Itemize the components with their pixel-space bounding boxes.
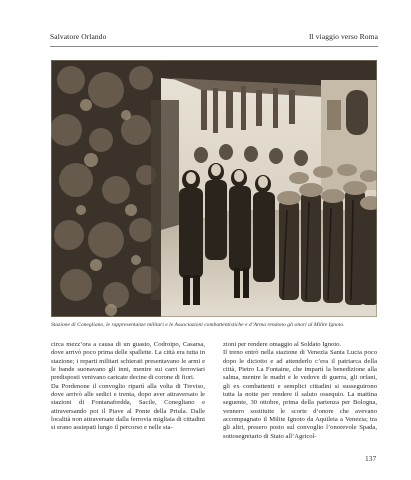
body-column-left — [51, 341, 205, 433]
photo-caption: Stazione di Conegliano, le rappresentanze militari e le Associazioni combattentistiche e d’Arma rendono gli onori al Milite Ignoto. — [51, 322, 345, 328]
page-number: 137 — [365, 454, 377, 463]
paragraph: Da Pordenone il convoglio ripartì alla volta di Treviso, dove arrivò alle sedici e trenta, dopo aver attraversato le stazioni di Fontanafredda, Sacile, Conegliano e attraversando poi il Piave al Ponte della Priula. Dalle località non attraversate dalla ferrovia migliaia di cittadini si erano assiepati lungo il percorso e nelle sta- — [51, 382, 205, 432]
header-author: Salvatore Orlando — [50, 32, 107, 41]
header-divider — [50, 46, 378, 47]
paragraph: Il treno entrò nella stazione di Venezia Santa Lucia poco dopo le diciotto e ad attenderlo c’era il patriarca della città, Pietro La Fontaine, che impartì la benedizione alla salma, mentre le madri e le vedove di guerra, gli orfani, gli ex combattenti e semplici cittadini si susseguirono tutta la notte per rendere il saluto ossequio. La mattina seguente, 30 ottobre, prima della partenza per Bologna, vennero sostituite le scorte d’onore che avevano accompagnato il Milite Ignoto da Aquileia a Venezia; tra gli altri, presero posto sul convoglio l’onorevole Spada, sottosegretario di Stato all’Agricol- — [223, 349, 377, 440]
paragraph: zioni per rendere omaggio al Soldato Ignoto. — [223, 341, 342, 348]
paragraph: circa mezz’ora a causa di un guasto, Codroipo, Casarsa, dove arrivò poco prima delle spallette. La città era tutta in stazione; i reparti militari schierati presentavano le armi e le bande suonavano gli inni, mentre sui carri ferroviari predisposti venivano caricate decine di corone di fiori. — [51, 341, 205, 382]
historic-photo — [51, 60, 377, 317]
header-title: Il viaggio verso Roma — [309, 32, 378, 41]
photo-illustration — [51, 60, 377, 317]
body-column-right — [223, 341, 377, 441]
running-header — [50, 29, 378, 43]
